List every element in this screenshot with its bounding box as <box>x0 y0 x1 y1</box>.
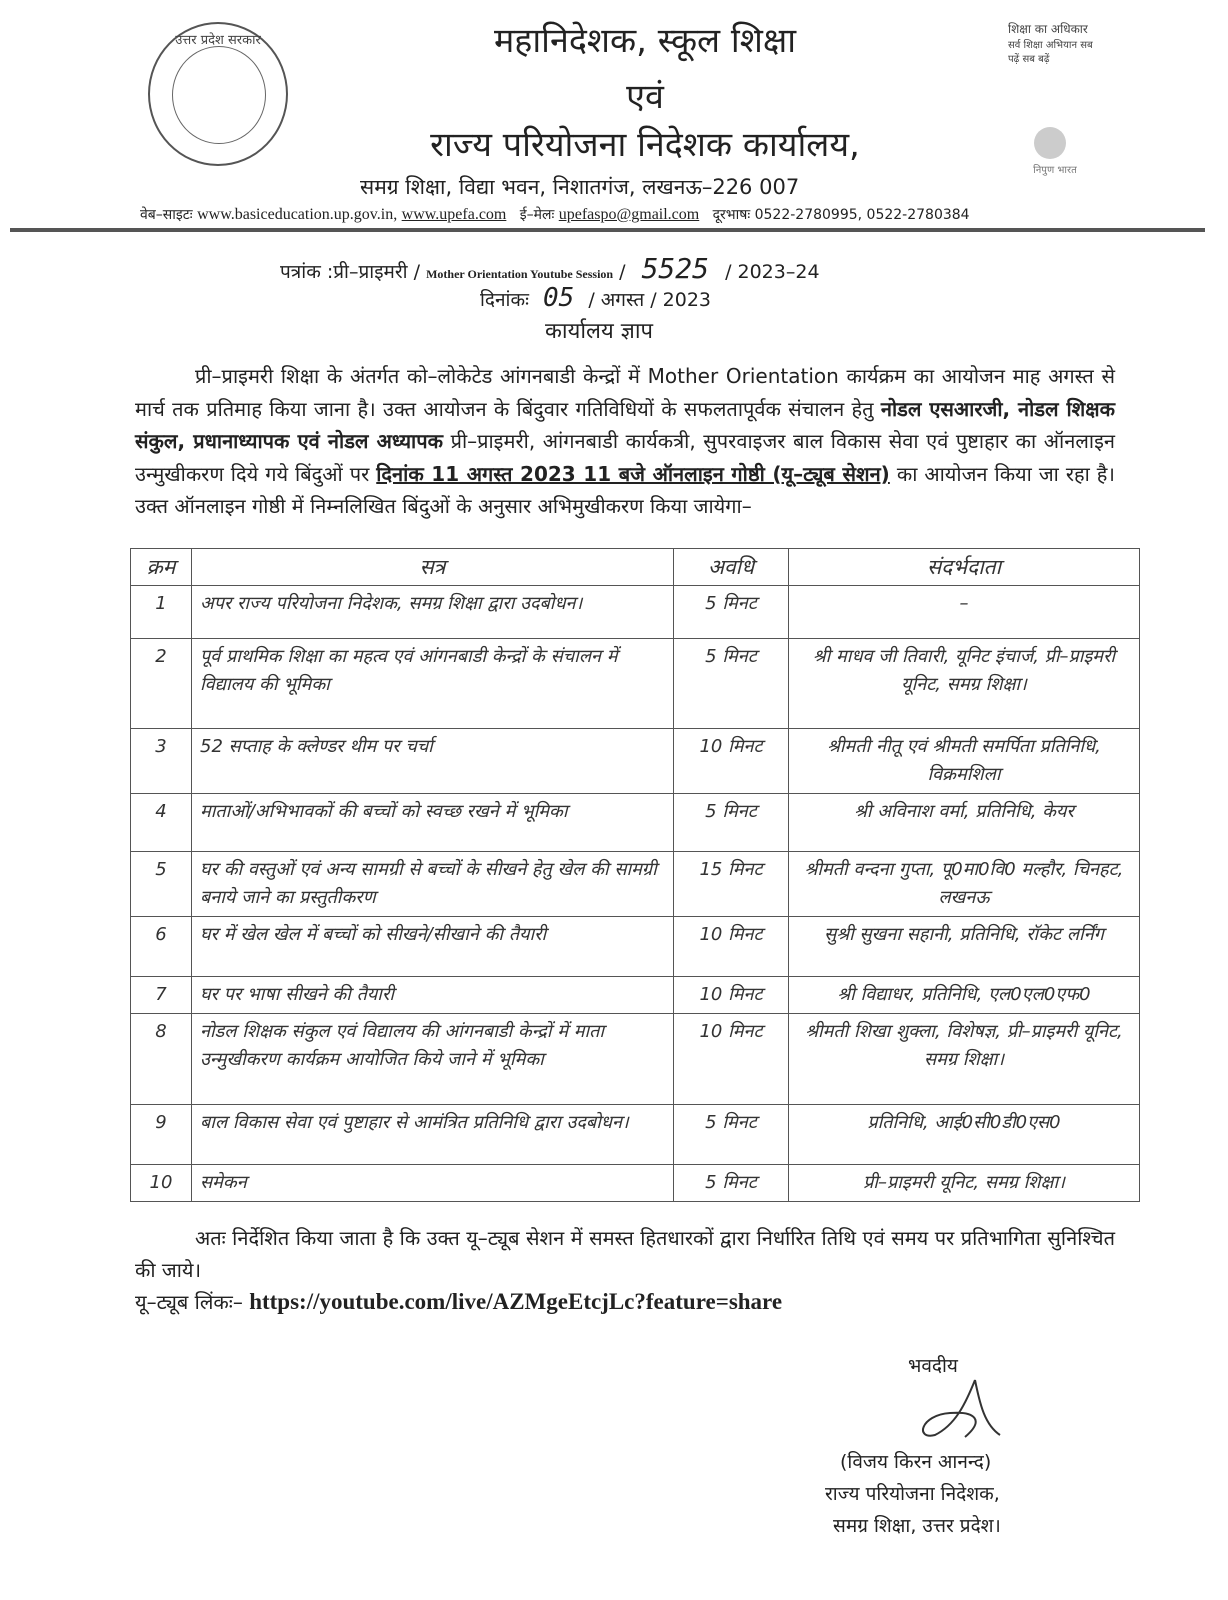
row-duration: 10 मिनट <box>674 1014 789 1105</box>
row-serial: 6 <box>131 917 192 977</box>
row-serial: 3 <box>131 729 192 794</box>
seal-text: उत्तर प्रदेश सरकार <box>175 33 261 48</box>
body-text-1: प्री–प्राइमरी शिक्षा के अंतर्गत को–लोकेटेड आंगनबाडी केन्द्रों में Mother Orientation कार्यक्रम का आयोजन माह अगस्त से मार्च तक प्रतिमाह किया जाना है। उक्त आयोजन के बिंदुवार गतिविधियों के सफलतापूर्वक संचालन हेतु <box>135 364 1115 421</box>
website-link-2[interactable]: www.upefa.com <box>401 206 507 223</box>
row-session: घर में खेल खेल में बच्चों को सीखने/सीखाने की तैयारी <box>192 917 674 977</box>
row-duration: 5 मिनट <box>674 1165 789 1202</box>
table-header-row <box>131 549 1140 586</box>
table-row <box>131 794 1140 852</box>
date-month-year: / अगस्त / 2023 <box>588 289 712 311</box>
table-row <box>131 852 1140 917</box>
col-speaker: संदर्भदाता <box>789 549 1140 586</box>
row-duration: 15 मिनट <box>674 852 789 917</box>
signature-mark <box>905 1375 1015 1445</box>
table-row <box>131 729 1140 794</box>
youtube-link[interactable]: https://youtube.com/live/AZMgeEtcjLc?feature=share <box>249 1289 783 1314</box>
table-row <box>131 977 1140 1014</box>
row-session: माताओं/अभिभावकों की बच्चों को स्वच्छ रखने में भूमिका <box>192 794 674 852</box>
body-paragraph <box>135 360 1115 523</box>
row-serial: 2 <box>131 639 192 729</box>
logo-title: शिक्षा का अधिकार <box>1008 22 1088 36</box>
row-session: पूर्व प्राथमिक शिक्षा का महत्व एवं आंगनबाडी केन्द्रों के संचालन में विद्यालय की भूमिका <box>192 639 674 729</box>
up-government-seal <box>148 22 288 166</box>
row-session: अपर राज्य परियोजना निदेशक, समग्र शिक्षा द्वारा उदबोधन। <box>192 586 674 639</box>
table-row <box>131 1014 1140 1105</box>
date-label: दिनांकः <box>480 289 529 311</box>
reference-subject: Mother Orientation Youtube Session <box>426 267 614 281</box>
reference-number: 5525 <box>641 252 710 285</box>
col-serial: क्रम <box>131 549 192 586</box>
row-speaker: प्री–प्राइमरी यूनिट, समग्र शिक्षा। <box>789 1165 1140 1202</box>
table-row <box>131 917 1140 977</box>
closing-paragraph: अतः निर्देशित किया जाता है कि उक्त यू–ट्यूब सेशन में समस्त हितधारकों द्वारा निर्धारित तिथि एवं समय पर प्रतिभागिता सुनिश्चित की जाये। <box>135 1226 1115 1282</box>
signatory-designation: राज्य परियोजना निदेशक, <box>825 1483 1000 1505</box>
reference-line: पत्रांक :प्री–प्राइमरी / Mother Orientation Youtube Session / 5525 / 2023–24 <box>280 252 820 285</box>
row-duration: 10 मिनट <box>674 917 789 977</box>
col-session: सत्र <box>192 549 674 586</box>
email-label: ई–मेलः <box>519 207 555 223</box>
phone-label: दूरभाषः <box>712 207 751 223</box>
salutation: भवदीय <box>908 1355 958 1377</box>
header-divider <box>10 228 1205 232</box>
row-duration: 5 मिनट <box>674 586 789 639</box>
row-serial: 10 <box>131 1165 192 1202</box>
session-table <box>130 548 1140 1202</box>
row-duration: 10 मिनट <box>674 977 789 1014</box>
table-row <box>131 586 1140 639</box>
logo-subtitle: सर्व शिक्षा अभियान सब पढ़ें सब बढ़ें <box>1008 40 1093 65</box>
row-serial: 1 <box>131 586 192 639</box>
office-title-line2: एवं <box>626 77 664 117</box>
row-duration: 5 मिनट <box>674 1105 789 1165</box>
contact-line <box>140 205 970 224</box>
row-speaker: श्रीमती नीतू एवं श्रीमती समर्पिता प्रतिनिधि, विक्रमशिला <box>789 729 1140 794</box>
row-session: 52 सप्ताह के क्लेण्डर थीम पर चर्चा <box>192 729 674 794</box>
youtube-label: यू–ट्यूब लिंकः– <box>135 1290 243 1314</box>
date-day: 05 <box>542 283 575 313</box>
body-text-bold-2: दिनांक 11 अगस्त 2023 11 बजे ऑनलाइन गोष्ठी (यू–ट्यूब सेशन) <box>376 461 890 486</box>
reference-label: पत्रांक :प्री–प्राइमरी / <box>280 261 421 283</box>
row-session: घर पर भाषा सीखने की तैयारी <box>192 977 674 1014</box>
body-text-bold-1: नोडल एसआरजी, नोडल शिक्षक संकुल, प्रधानाध्यापक एवं नोडल अध्यापक <box>135 396 1115 453</box>
body-text-3: का आयोजन किया जा रहा है। उक्त ऑनलाइन गोष्ठी में निम्नलिखित बिंदुओं के अनुसार अभिमुखीकरण किया जायेगा– <box>135 461 1116 518</box>
row-speaker: श्रीमती वन्दना गुप्ता, पू0मा0वि0 मल्हौर, चिनहट, लखनऊ <box>789 852 1140 917</box>
signatory-name: (विजय किरन आनन्द) <box>840 1451 992 1473</box>
body-text-2: प्री–प्राइमरी, आंगनबाडी कार्यकत्री, सुपरवाइजर बाल विकास सेवा एवं पुष्टाहार का ऑनलाइन उन्मुखीकरण दिये गये बिंदुओं पर <box>135 429 1116 486</box>
row-speaker: – <box>789 586 1140 639</box>
phone-numbers: 0522-2780995, 0522-2780384 <box>754 207 970 223</box>
row-session: समेकन <box>192 1165 674 1202</box>
row-serial: 8 <box>131 1014 192 1105</box>
row-duration: 10 मिनट <box>674 729 789 794</box>
table-row <box>131 1165 1140 1202</box>
row-session: नोडल शिक्षक संकुल एवं विद्यालय की आंगनबाडी केन्द्रों में माता उन्मुखीकरण कार्यक्रम आयोजित किये जाने में भूमिका <box>192 1014 674 1105</box>
row-speaker: श्रीमती शिखा शुक्ला, विशेषज्ञ, प्री–प्राइमरी यूनिट, समग्र शिक्षा। <box>789 1014 1140 1105</box>
row-serial: 4 <box>131 794 192 852</box>
website-label: वेब–साइटः <box>140 207 193 223</box>
office-address: समग्र शिक्षा, विद्या भवन, निशातगंज, लखनऊ–226 007 <box>360 175 800 199</box>
row-serial: 7 <box>131 977 192 1014</box>
row-session: बाल विकास सेवा एवं पुष्टाहार से आमंत्रित प्रतिनिधि द्वारा उदबोधन। <box>192 1105 674 1165</box>
office-title-line1: महानिदेशक, स्कूल शिक्षा <box>493 21 797 61</box>
table-row <box>131 639 1140 729</box>
website-link-1[interactable]: www.basiceducation.up.gov.in, <box>197 206 398 223</box>
reference-year: / 2023–24 <box>725 261 820 283</box>
row-speaker: श्री अविनाश वर्मा, प्रतिनिधि, केयर <box>789 794 1140 852</box>
row-speaker: श्री माधव जी तिवारी, यूनिट इंचार्ज, प्री–प्राइमरी यूनिट, समग्र शिक्षा। <box>789 639 1140 729</box>
email-link[interactable]: upefaspo@gmail.com <box>558 206 700 223</box>
row-serial: 9 <box>131 1105 192 1165</box>
office-title-line3: राज्य परियोजना निदेशक कार्यालय, <box>430 125 860 165</box>
row-session: घर की वस्तुओं एवं अन्य सामग्री से बच्चों के सीखने हेतु खेल की सामग्री बनाये जाने का प्रस्तुतीकरण <box>192 852 674 917</box>
youtube-line <box>135 1288 782 1315</box>
row-duration: 5 मिनट <box>674 639 789 729</box>
signatory-organization: समग्र शिक्षा, उत्तर प्रदेश। <box>833 1515 1001 1537</box>
logo-caption: निपुण भारत <box>1033 165 1077 176</box>
table-row <box>131 1105 1140 1165</box>
nipun-bharat-logo <box>1010 125 1100 180</box>
row-speaker: प्रतिनिधि, आई0सी0डी0एस0 <box>789 1105 1140 1165</box>
row-speaker: सुश्री सुखना सहानी, प्रतिनिधि, रॉकेट लर्निंग <box>789 917 1140 977</box>
row-speaker: श्री विद्याधर, प्रतिनिधि, एल0एल0एफ0 <box>789 977 1140 1014</box>
date-line <box>480 283 711 313</box>
memo-title: कार्यालय ज्ञाप <box>545 319 654 344</box>
col-duration: अवधि <box>674 549 789 586</box>
row-serial: 5 <box>131 852 192 917</box>
row-duration: 5 मिनट <box>674 794 789 852</box>
